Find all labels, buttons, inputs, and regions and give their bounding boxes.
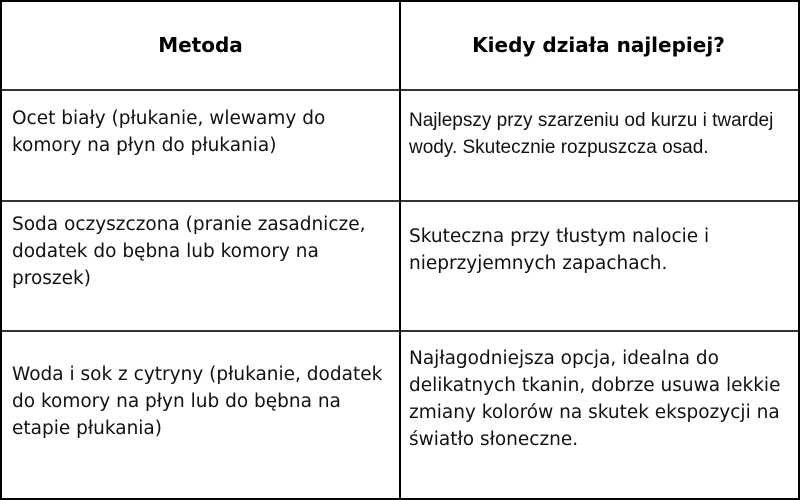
cell-method-vinegar: Ocet biały (płukanie, wlewamy do komory na płyn do płukania) xyxy=(2,91,401,202)
cell-method-lemon: Woda i sok z cytryny (płukanie, dodatek do komory na płyn lub do bębna na etapie płukania) xyxy=(2,332,401,498)
cell-method-baking-soda: Soda oczyszczona (pranie zasadnicze, dodatek do bębna lub komory na proszek) xyxy=(2,202,401,332)
cell-when-best-lemon: Najłagodniejsza opcja, idealna do delikatnych tkanin, dobrze usuwa lekkie zmiany kolorów na skutek ekspozycji na światło słoneczne. xyxy=(409,348,781,450)
header-when-best: Kiedy działa najlepiej? xyxy=(401,2,798,91)
cell-when-best-vinegar: Najlepszy przy szarzeniu od kurzu i twardej wody. Skutecznie rozpuszcza osad. xyxy=(401,91,798,202)
cell-when-best-baking-soda: Skuteczna przy tłustym nalocie i nieprzyjemnych zapachach. xyxy=(401,202,798,332)
header-method: Metoda xyxy=(2,2,401,91)
